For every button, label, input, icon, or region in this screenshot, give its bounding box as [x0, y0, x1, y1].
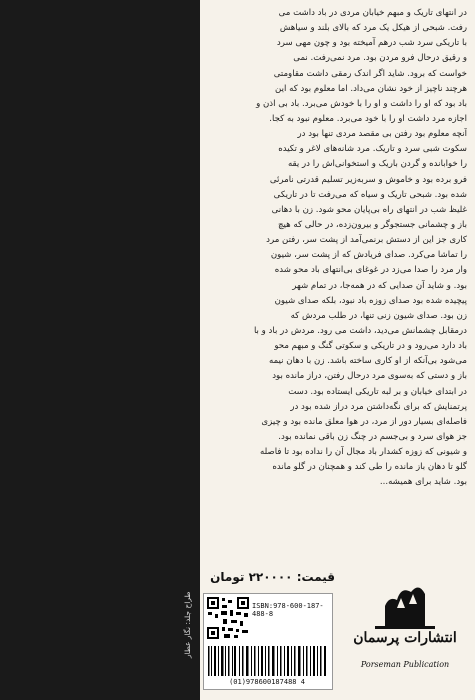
synopsis-line: وار مرد را صدا می‌زد در غوغای بی‌انتهای باد محو شده	[274, 265, 467, 276]
synopsis-line: درمقابل چشمانش می‌دید، داشت می رود. مردش در باد و با	[253, 325, 467, 336]
synopsis-line: بود. شاید برای همیشه...	[379, 477, 467, 488]
synopsis-line: را تماشا می‌کرد. صدای فریادش که از پشت سر، شیون	[270, 250, 467, 261]
publisher-emblem-icon	[345, 578, 465, 633]
synopsis-line: باز و چشمانی جستجوگر و بیرون‌زده، در حالی که هیچ	[277, 219, 467, 230]
synopsis-line: هرچند ناچیز از خود نشان می‌داد. اما معلوم بود که این	[275, 83, 467, 94]
synopsis-line: کاری جز این از دستش برنمی‌آمد از پشت سر، رفتن مرد	[266, 235, 467, 246]
isbn-barcode-box	[203, 593, 333, 690]
synopsis-line: را خوابانده و گردن باریک و استخوانی‌اش را در یقه	[287, 159, 467, 170]
synopsis-line: و شیونی که زوزه کشدار باد مجال آن را نداده بود تا فاصله	[259, 447, 467, 458]
barcode-icon	[206, 646, 328, 676]
synopsis-line: شده بود. شبحی تاریک و سیاه که می‌رفت تا در تاریکی	[273, 189, 467, 200]
publisher-name: انتشارات پرسمان	[353, 630, 457, 646]
qr-code-icon	[206, 596, 250, 640]
barcode-number: (01)978600187488 4	[229, 678, 305, 686]
synopsis-text	[204, 6, 467, 491]
publisher-name-latin: Porseman Publication	[360, 660, 450, 669]
synopsis-line: رفت. شبحی از هیکل یک مرد که بالای بلند و سیاهش	[279, 23, 467, 34]
synopsis-line: بود. و شاید آن صدایی که در همه‌جا، در تمام شهر	[292, 280, 467, 291]
synopsis-line: و رقیق درحال فرو مردن بود. مرد نمی‌رفت. نمی	[293, 53, 467, 64]
synopsis-line: جز هوای سرد و بی‌جسم در چنگ زن باقی نمانده بود.	[278, 431, 467, 442]
synopsis-line: می‌شود بی‌آنکه از او کاری ساخته باشد. زن با دهان نیمه	[268, 356, 467, 367]
synopsis-line: پرتمنایش که برای نگه‌داشتن مرد دراز شده بود در	[290, 401, 467, 412]
cover-designer-credit: طراح جلد: نگار عطار	[183, 591, 192, 659]
synopsis-line: باد بود که او را داشت و او را با خودش می‌برد. باد بی اذن و	[256, 98, 467, 109]
synopsis-line: غلیظ شب در انتهای راه بی‌پایان محو شود. زن با دهانی	[271, 204, 467, 215]
synopsis-line: آنچه معلوم بود رفتن بی مقصد مردی تنها بود در	[297, 129, 467, 140]
synopsis-line: باز و دستی که به‌سوی مرد درحال رفتن، دراز مانده بود	[272, 371, 467, 382]
synopsis-line: باد دارد می‌رود و در تاریکی و سکوتی گنگ و مبهم محو	[274, 341, 467, 352]
synopsis-line: پیچیده شده بود صدای زوزه باد نبود، بلکه صدای شیون	[274, 295, 467, 306]
synopsis-line: گلو تا دهان باز مانده را طی کند و همچنان در گلو مانده	[272, 462, 467, 473]
synopsis-line: در ابتدای خیابان و بر لبه تاریکی ایستاده بود. دست	[288, 386, 467, 397]
synopsis-line: فرو برده بود و خاموش و سربه‌زیر تسلیم قدرتی نامرئی	[269, 174, 467, 185]
synopsis-line: فاصله‌ای بسیار دور از مرد، در هوا معلق مانده بود و چیزی	[261, 416, 467, 427]
synopsis-line: زن بود. صدای شیون زنی تنها، در طلب مردش که	[290, 310, 467, 321]
synopsis-line: در انتهای تاریک و مبهم خیابان مردی در باد داشت می	[278, 8, 467, 18]
synopsis-line: با تاریکی سرد شب درهم آمیخته بود و چون مهی سرد	[276, 38, 467, 49]
isbn-text: ISBN:978-600-187-488-8	[252, 602, 324, 618]
synopsis-line: سکوت شبی سرد و تاریک. مرد شانه‌های لاغر و تکیده	[278, 144, 467, 155]
price-label: قیمت: ۲۲۰۰۰۰ تومان	[210, 570, 335, 584]
synopsis-line: اجازه مرد داشت او را با خود می‌برد. معلوم نبود به کجا.	[269, 113, 467, 124]
synopsis-line: خواست که برود. شاید اگر اندک رمقی داشت مقاومتی	[273, 68, 467, 79]
publisher-logo	[345, 578, 465, 688]
